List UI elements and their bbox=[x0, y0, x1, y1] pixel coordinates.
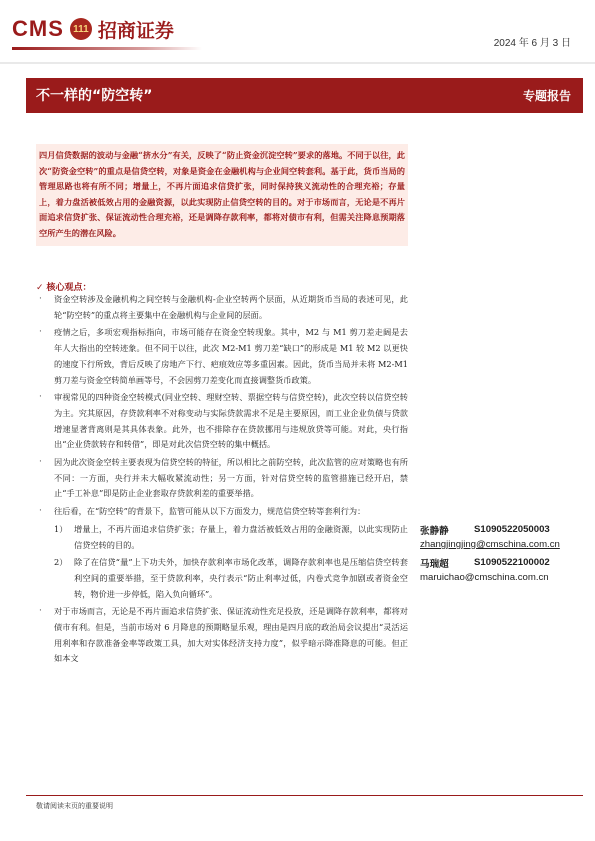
analyst-panel bbox=[420, 522, 585, 585]
logo-chinese-text: 招商证券 bbox=[97, 19, 174, 42]
report-type-bar bbox=[419, 78, 583, 112]
list-item-text: 往后看，在“防空转”的背景下，监管可能从以下方面发力，规范信贷空转等套利行为： bbox=[54, 506, 366, 517]
sub-list-item bbox=[36, 555, 408, 602]
sub-item-text: 除了在信贷“量”上下功夫外，加快存款利率市场化改革，调降存款利率也是压缩信贷空转套利空间的重要举措，至于贷款利率，央行表示“防止利率过低，内卷式竞争加剧或者资金空转，物价进一步停低，陷入负向循环”。 bbox=[74, 557, 408, 599]
analyst-row bbox=[420, 522, 585, 537]
core-views-list bbox=[36, 292, 408, 669]
footer-disclaimer: 敬请阅读末页的重要说明 bbox=[36, 802, 113, 810]
report-type: 专题报告 bbox=[522, 88, 571, 103]
logo-underline bbox=[12, 47, 202, 50]
checkmark-icon: ✓ bbox=[36, 283, 44, 293]
analyst-name: 张静静 bbox=[420, 525, 449, 537]
list-item-text: 资金空转涉及金融机构之间空转与金融机构-企业空转两个层面，从近期货币当局的表述可见，此轮“防空转”的重点将主要集中在金融机构与企业间的层面。 bbox=[54, 294, 408, 320]
report-date: 2024 年 6 月 3 日 bbox=[493, 38, 571, 49]
analyst-name: 马瑞超 bbox=[420, 558, 449, 570]
sub-item-number: 1） bbox=[54, 523, 68, 534]
list-item bbox=[36, 604, 408, 667]
list-item bbox=[36, 325, 408, 388]
bullet-icon: · bbox=[39, 606, 42, 617]
list-item bbox=[36, 390, 408, 453]
title-divider bbox=[26, 112, 583, 113]
analyst-email-link[interactable]: maruichao@cmschina.com.cn bbox=[420, 572, 549, 583]
sub-list-item bbox=[36, 522, 408, 553]
analyst-id: S1090522100002 bbox=[474, 557, 550, 568]
analyst-row bbox=[420, 555, 585, 570]
page-header bbox=[0, 0, 595, 70]
bullet-icon: · bbox=[39, 392, 42, 403]
list-item-text: 疫情之后，多项宏观指标指向，市场可能存在资金空转现象。其中，M2 与 M1 剪刀差走阔是去年人大指出的空转迹象。但不同于以往，此次 M2-M1 剪刀差“缺口”的形成是 M1 较 M2 以更快的速度下行所致，背后反映了房地产下行、疤痕效应等多重因素。因此，货币当局并未将 M2-M1 剪刀差与资金空转简单画等号，不会因剪刀差变化而直接调整货币政策。 bbox=[54, 327, 408, 385]
bullet-icon: · bbox=[39, 506, 42, 517]
logo-cms-text: CMS bbox=[12, 16, 64, 41]
bullet-icon: · bbox=[39, 327, 42, 338]
bullet-icon: · bbox=[39, 457, 42, 468]
core-views-label: 核心观点： bbox=[46, 283, 92, 293]
analyst-email-link[interactable]: zhangjingjing@cmschina.com.cn bbox=[420, 539, 560, 550]
summary-box: 四月信贷数据的波动与金融“挤水分”有关，反映了“防止资金沉淀空转”要求的落地。不同于以往，此次“防资金空转”的重点是信贷空转，对象是资金在金融机构与企业间空转套利。基于此，货币当局的管理思路也将有所不同；增量上，不再片面追求信贷扩张，同时保持狭义流动性的合理充裕；存量上，着力盘活被低效占用的金融资源，以此实现防止信贷空转的目的。对于市场而言，无论是不再片面追求信贷扩张、保证流动性合理充裕，还是调降存款利率，都将对债市有利，但需关注降息预期落空所产生的潜在风险。 bbox=[36, 144, 408, 246]
bullet-icon: · bbox=[39, 294, 42, 304]
list-item-text: 审视常见的四种资金空转模式(同业空转、理财空转、票据空转与信贷空转)，此次空转以信贷空转为主。究其原因，存贷款利率不对称变动与实际贷款需求不足是主要原因，而工业企业负债与贷款增速显著背离则是其具体表象。此外，也不排除存在贷款挪用与违规放贷等可能。对此，央行指出“企业贷款转存和转借”，即是对此次信贷空转的集中概括。 bbox=[54, 392, 408, 450]
list-item bbox=[36, 292, 408, 323]
sub-item-text: 增量上，不再片面追求信贷扩张；存量上，着力盘活被低效占用的金融资源，以此实现防止信贷空转的目的。 bbox=[74, 523, 408, 550]
list-item bbox=[36, 455, 408, 502]
analyst-id: S1090522050003 bbox=[474, 524, 550, 535]
list-item-text: 因为此次资金空转主要表现为信贷空转的特征，所以相比之前防空转，此次监管的应对策略也有所不同：一方面，央行并未大幅收紧流动性；另一方面，针对信贷空转的监管措施已经开启，禁止“手工补息”即是防止企业套取存贷款利差的重要举措。 bbox=[54, 457, 408, 499]
title-bar bbox=[26, 78, 419, 112]
footer-divider bbox=[26, 795, 583, 796]
list-item-text: 对于市场而言，无论是不再片面追求信贷扩张、保证流动性充足投放，还是调降存款利率，都将对债市有利。但是，当前市场对 6 月降息的预期略显乐观，理由是四月底的政治局会议提出“灵活运用利率和存款准备金率等政策工具，加大对实体经济支持力度”，似乎暗示降准降息的可能。但正如本文 bbox=[54, 606, 408, 664]
report-title: 不一样的“防空转” bbox=[36, 88, 153, 104]
list-item bbox=[36, 504, 408, 520]
sub-item-number: 2） bbox=[54, 557, 68, 568]
header-divider bbox=[0, 62, 595, 64]
logo-badge-icon: 111 bbox=[70, 18, 92, 40]
cms-logo bbox=[12, 12, 174, 46]
